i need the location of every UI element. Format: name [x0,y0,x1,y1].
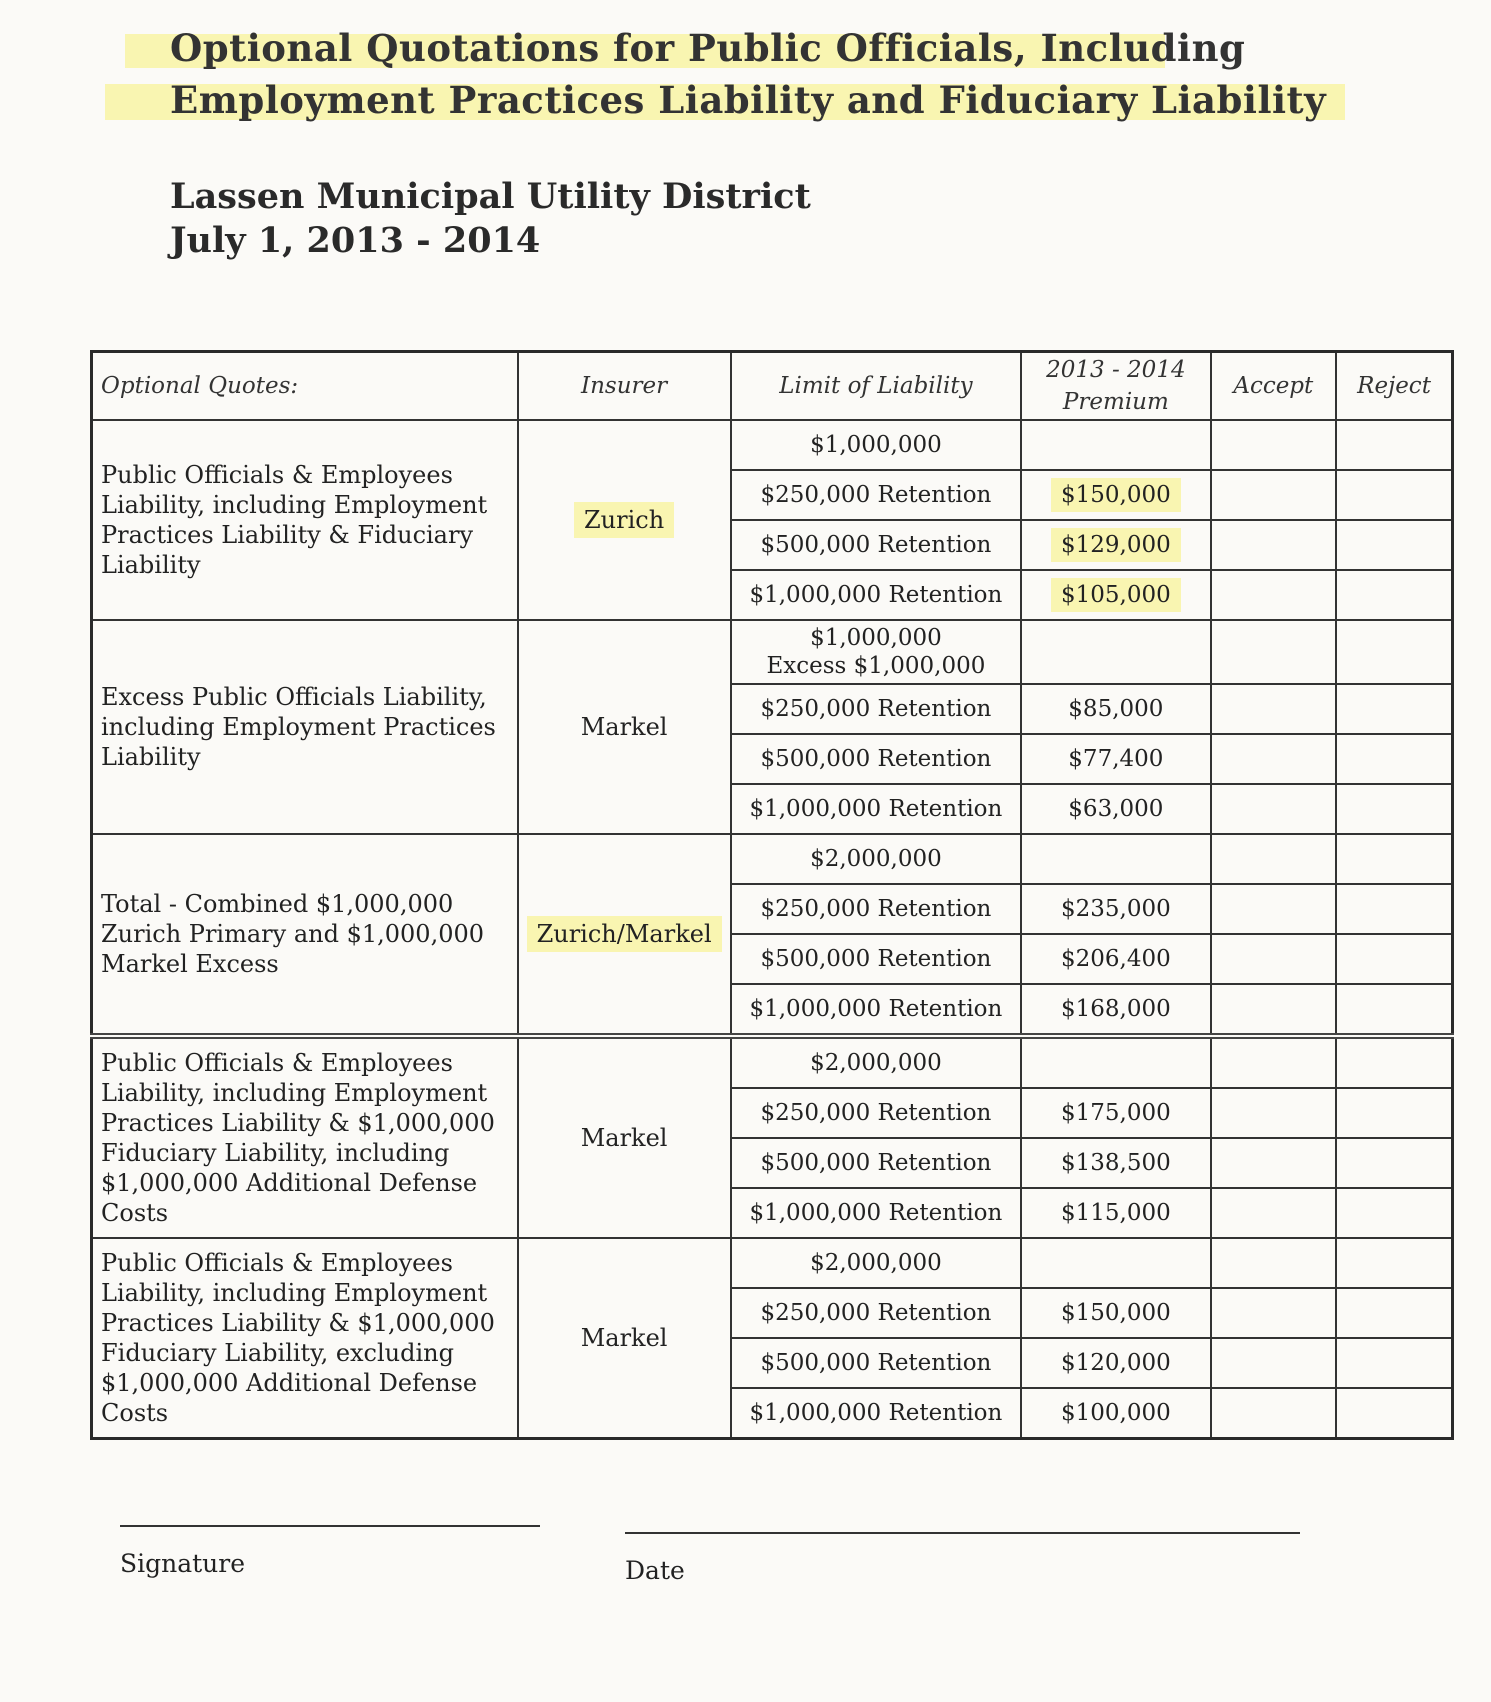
limit-amount: $2,000,000 [810,1250,942,1276]
accept-cell[interactable] [1211,834,1337,884]
quote-description: Total - Combined $1,000,000 Zurich Primary and $1,000,000 Markel Excess [92,834,518,1036]
premium-cell [1021,684,1210,734]
date-line[interactable] [625,1532,1300,1534]
premium-cell [1021,1138,1210,1188]
retention: $500,000 Retention [731,934,1022,984]
reject-checkbox-cell[interactable] [1336,1288,1452,1338]
title-text-1: Optional Quotations for Public Officials, Including [170,26,1246,70]
premium-cell [1021,620,1210,684]
header-premium-label: Premium [1062,389,1169,415]
header-optional-quotes: Optional Quotes: [92,352,518,421]
title-line-2 [170,74,1326,126]
insurer-cell [518,620,731,834]
premium-amount: $168,000 [1060,996,1171,1022]
limit-amount: $1,000,000 [810,625,942,651]
premium-amount: $100,000 [1060,1400,1171,1426]
quotes-table [90,350,1454,1440]
premium-cell [1021,570,1210,620]
retention: $250,000 Retention [731,884,1022,934]
insurer-cell [518,1036,731,1238]
retention: $500,000 Retention [731,1138,1022,1188]
premium-amount: $235,000 [1060,896,1171,922]
limit-of-liability [731,420,1022,470]
table-header-row [92,352,1453,421]
premium-cell [1021,734,1210,784]
reject-checkbox-cell[interactable] [1336,1188,1452,1238]
premium-amount: $105,000 [1051,578,1181,612]
premium-amount: $85,000 [1068,696,1164,722]
title-line-1 [170,22,1326,74]
retention: $1,000,000 Retention [731,1188,1022,1238]
retention: $1,000,000 Retention [731,1388,1022,1439]
limit-excess: Excess $1,000,000 [766,653,986,679]
accept-checkbox-cell[interactable] [1211,1188,1337,1238]
reject-checkbox-cell[interactable] [1336,1088,1452,1138]
premium-cell [1021,1238,1210,1288]
reject-cell[interactable] [1336,834,1452,884]
premium-amount: $77,400 [1068,746,1164,772]
limit-of-liability [731,1238,1022,1288]
policy-period: July 1, 2013 - 2014 [170,220,541,261]
reject-checkbox-cell[interactable] [1336,520,1452,570]
reject-checkbox-cell[interactable] [1336,570,1452,620]
premium-cell [1021,934,1210,984]
quote-group-limit-row [92,420,1453,470]
premium-cell [1021,884,1210,934]
limit-amount: $2,000,000 [810,1050,942,1076]
header-premium-year: 2013 - 2014 [1046,357,1186,383]
date-block [625,1532,1300,1585]
reject-checkbox-cell[interactable] [1336,984,1452,1036]
accept-checkbox-cell[interactable] [1211,984,1337,1036]
premium-cell [1021,1088,1210,1138]
premium-cell [1021,1388,1210,1439]
accept-checkbox-cell[interactable] [1211,1388,1337,1439]
premium-cell [1021,1188,1210,1238]
reject-checkbox-cell[interactable] [1336,734,1452,784]
premium-cell [1021,1036,1210,1088]
reject-checkbox-cell[interactable] [1336,684,1452,734]
retention: $1,000,000 Retention [731,984,1022,1036]
insurer-name: Markel [580,1324,668,1352]
limit-of-liability [731,620,1022,684]
reject-cell[interactable] [1336,620,1452,684]
accept-checkbox-cell[interactable] [1211,934,1337,984]
reject-cell[interactable] [1336,420,1452,470]
accept-checkbox-cell[interactable] [1211,1138,1337,1188]
premium-cell [1021,1288,1210,1338]
accept-checkbox-cell[interactable] [1211,470,1337,520]
retention: $500,000 Retention [731,1338,1022,1388]
retention: $500,000 Retention [731,520,1022,570]
premium-amount: $138,500 [1060,1150,1171,1176]
reject-checkbox-cell[interactable] [1336,1138,1452,1188]
quote-group-limit-row [92,834,1453,884]
retention: $1,000,000 Retention [731,570,1022,620]
premium-amount: $150,000 [1051,478,1181,512]
accept-checkbox-cell[interactable] [1211,1288,1337,1338]
signature-line[interactable] [120,1525,540,1527]
accept-cell[interactable] [1211,1036,1337,1088]
quote-description: Excess Public Officials Liability, including Employment Practices Liability [92,620,518,834]
subheading [170,175,811,263]
premium-cell [1021,984,1210,1036]
document-title [170,22,1326,126]
insurer-name: Markel [580,1124,668,1152]
reject-checkbox-cell[interactable] [1336,884,1452,934]
premium-cell [1021,834,1210,884]
reject-checkbox-cell[interactable] [1336,1338,1452,1388]
reject-checkbox-cell[interactable] [1336,1388,1452,1439]
insurer-cell [518,420,731,620]
premium-amount: $129,000 [1051,528,1181,562]
accept-cell[interactable] [1211,620,1337,684]
premium-amount: $115,000 [1060,1200,1171,1226]
reject-cell[interactable] [1336,1036,1452,1088]
insurer-cell [518,834,731,1036]
accept-checkbox-cell[interactable] [1211,520,1337,570]
retention: $500,000 Retention [731,734,1022,784]
accept-checkbox-cell[interactable] [1211,1088,1337,1138]
header-accept: Accept [1211,352,1337,421]
organization-name: Lassen Municipal Utility District [170,176,811,217]
premium-amount: $150,000 [1060,1300,1171,1326]
accept-checkbox-cell[interactable] [1211,1338,1337,1388]
accept-cell[interactable] [1211,1238,1337,1288]
limit-amount: $1,000,000 [810,432,942,458]
header-limit-of-liability: Limit of Liability [731,352,1022,421]
insurer-name: Zurich [574,502,674,538]
signature-block [120,1525,540,1578]
header-reject: Reject [1336,352,1452,421]
reject-checkbox-cell[interactable] [1336,934,1452,984]
accept-checkbox-cell[interactable] [1211,784,1337,834]
insurer-cell [518,1238,731,1439]
premium-cell [1021,784,1210,834]
quote-group-limit-row [92,620,1453,684]
retention: $250,000 Retention [731,470,1022,520]
premium-cell [1021,420,1210,470]
accept-checkbox-cell[interactable] [1211,684,1337,734]
premium-cell [1021,520,1210,570]
accept-cell[interactable] [1211,420,1337,470]
quote-group-limit-row [92,1238,1453,1288]
header-premium [1021,352,1210,421]
reject-checkbox-cell[interactable] [1336,784,1452,834]
limit-of-liability [731,1036,1022,1088]
retention: $1,000,000 Retention [731,784,1022,834]
insurer-name: Markel [580,713,668,741]
retention: $250,000 Retention [731,1288,1022,1338]
quote-description: Public Officials & Employees Liability, including Employment Practices Liability & $1,000,000 Fiduciary Liability, including $1,000,000 Additional Defense Costs [92,1036,518,1238]
accept-checkbox-cell[interactable] [1211,570,1337,620]
date-label: Date [625,1556,685,1585]
limit-of-liability [731,834,1022,884]
retention: $250,000 Retention [731,684,1022,734]
reject-cell[interactable] [1336,1238,1452,1288]
accept-checkbox-cell[interactable] [1211,884,1337,934]
reject-checkbox-cell[interactable] [1336,470,1452,520]
quote-description: Public Officials & Employees Liability, including Employment Practices Liability & $1,000,000 Fiduciary Liability, excluding $1,000,000 Additional Defense Costs [92,1238,518,1439]
premium-cell [1021,470,1210,520]
accept-checkbox-cell[interactable] [1211,734,1337,784]
premium-amount: $206,400 [1060,946,1171,972]
premium-amount: $63,000 [1068,796,1164,822]
header-insurer: Insurer [518,352,731,421]
premium-amount: $120,000 [1060,1350,1171,1376]
premium-cell [1021,1338,1210,1388]
quote-group-limit-row [92,1036,1453,1088]
title-text-2: Employment Practices Liability and Fiduciary Liability [170,78,1327,122]
quotes-table-body [92,420,1453,1439]
retention: $250,000 Retention [731,1088,1022,1138]
limit-amount: $2,000,000 [810,846,942,872]
premium-amount: $175,000 [1060,1100,1171,1126]
quote-description: Public Officials & Employees Liability, including Employment Practices Liability & Fiduciary Liability [92,420,518,620]
signature-label: Signature [120,1549,246,1578]
insurer-name: Zurich/Markel [527,916,722,952]
